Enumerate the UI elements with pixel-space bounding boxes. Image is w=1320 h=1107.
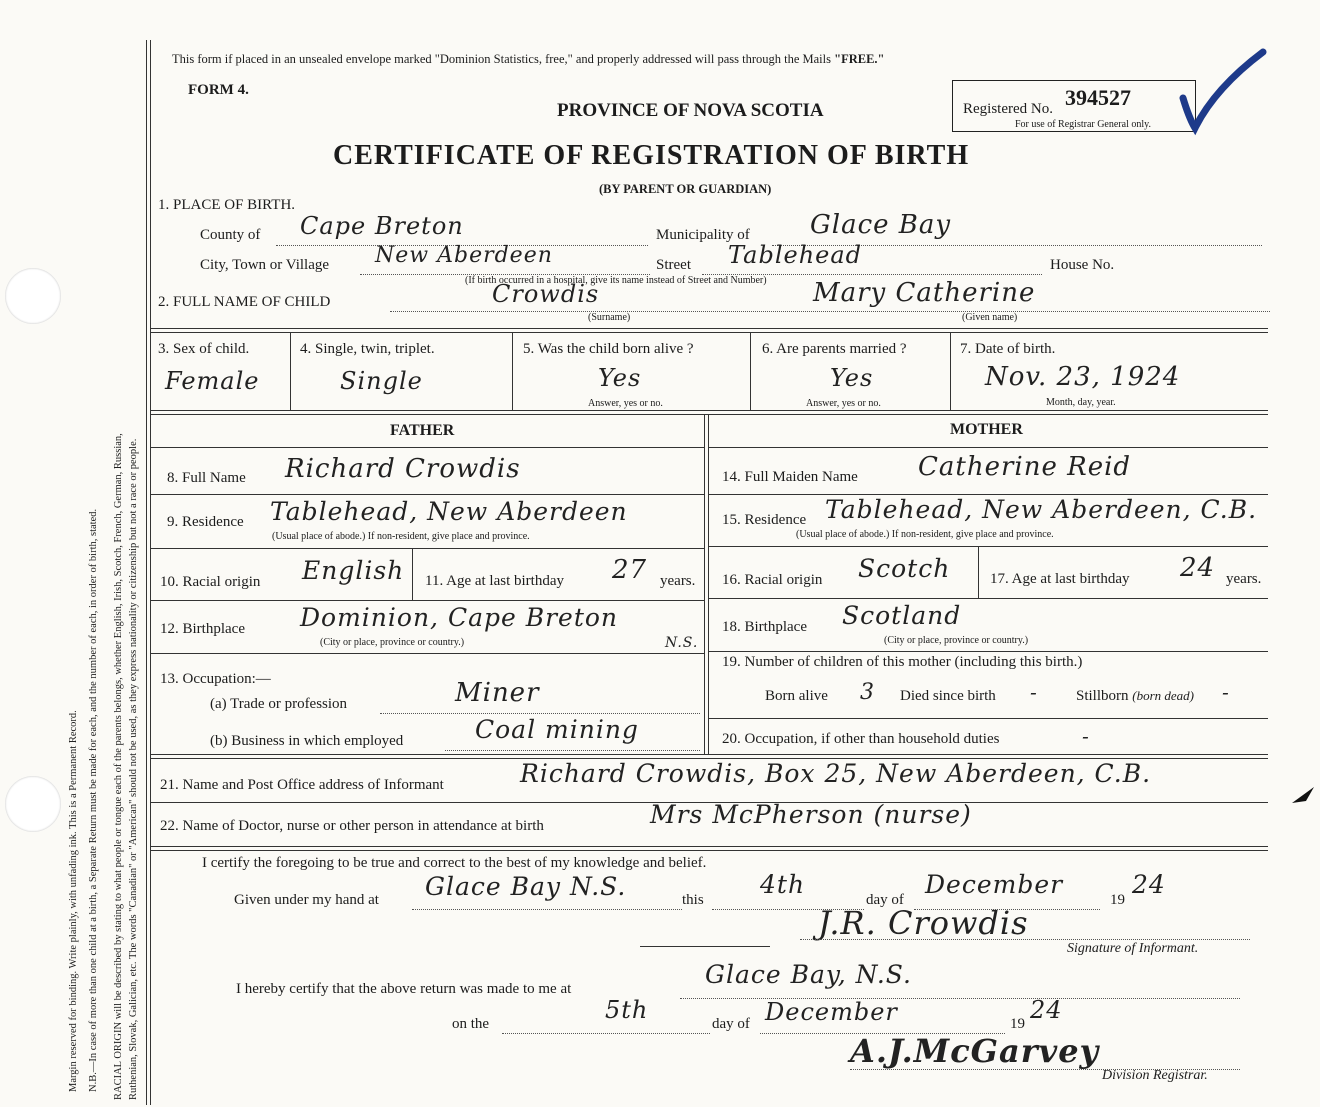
mother-name-label: 14. Full Maiden Name — [722, 469, 858, 485]
rule — [150, 754, 1268, 755]
form-number: FORM 4. — [188, 82, 249, 98]
father-residence-label: 9. Residence — [167, 514, 244, 530]
given-year: 24 — [1132, 870, 1166, 899]
mother-heading: MOTHER — [950, 421, 1023, 438]
registered-box — [952, 80, 1196, 132]
mother-residence-note: (Usual place of abode.) If non-resident, give place and province. — [796, 529, 1054, 540]
mother-racial: Scotch — [858, 554, 951, 583]
rule — [150, 850, 1268, 851]
registrar-year-prefix: 19 — [1010, 1016, 1025, 1032]
mother-residence: Tablehead, New Aberdeen, C.B. — [825, 495, 1258, 524]
child-name-line — [390, 310, 1270, 312]
alive-note: Answer, yes or no. — [588, 398, 663, 409]
stillborn-value: - — [1222, 680, 1230, 704]
registrar-note: For use of Registrar General only. — [1015, 119, 1151, 130]
place-of-birth-label: 1. PLACE OF BIRTH. — [158, 197, 296, 213]
married-label: 6. Are parents married ? — [762, 341, 907, 357]
registrar-day-line — [502, 1032, 710, 1034]
married-value: Yes — [830, 364, 874, 392]
father-racial-label: 10. Racial origin — [160, 574, 261, 590]
surname-note: (Surname) — [588, 312, 631, 323]
single-value: Single — [340, 367, 423, 395]
business-line — [445, 749, 700, 751]
father-years: years. — [660, 573, 696, 589]
single-label: 4. Single, twin, triplet. — [300, 341, 435, 357]
died-value: - — [1030, 680, 1038, 704]
rule — [978, 546, 979, 598]
alive-label: 5. Was the child born alive ? — [523, 341, 694, 357]
father-age-label: 11. Age at last birthday — [425, 573, 564, 589]
father-business: Coal mining — [475, 715, 639, 744]
mail-notice: This form if placed in an unsealed envelope marked "Dominion Statistics, free," and properly addressed will pass through the Mails "FREE." — [172, 52, 885, 66]
father-name-label: 8. Full Name — [167, 470, 246, 486]
rule — [150, 410, 1268, 411]
rule — [150, 328, 1268, 329]
informant-label: 21. Name and Post Office address of Informant — [160, 777, 444, 793]
county-value: Cape Breton — [300, 212, 464, 240]
certificate-title: CERTIFICATE OF REGISTRATION OF BIRTH — [333, 140, 970, 171]
born-alive-label: Born alive — [765, 688, 828, 704]
registrar-place: Glace Bay, N.S. — [705, 960, 912, 989]
margin-border-inner — [150, 40, 151, 1105]
mother-years: years. — [1226, 571, 1262, 587]
trade-line — [380, 712, 700, 714]
rule — [150, 846, 1268, 847]
father-name: Richard Crowdis — [285, 454, 521, 484]
father-birthplace-label: 12. Birthplace — [160, 621, 245, 637]
mother-name: Catherine Reid — [918, 452, 1132, 482]
given-month: December — [925, 870, 1064, 899]
born-alive-value: 3 — [860, 680, 875, 705]
county-label: County of — [200, 227, 261, 243]
given-day: 4th — [760, 870, 806, 899]
registrar-year: 24 — [1030, 996, 1063, 1024]
died-label: Died since birth — [900, 688, 996, 704]
child-surname: Crowdis — [492, 280, 600, 308]
children-label: 19. Number of children of this mother (including this birth.) — [722, 654, 1083, 670]
certificate-subtitle: (BY PARENT OR GUARDIAN) — [599, 182, 772, 196]
street-value: Tablehead — [728, 241, 863, 269]
child-name-label: 2. FULL NAME OF CHILD — [158, 294, 331, 310]
father-trade: Miner — [455, 678, 540, 708]
given-place-line — [412, 908, 682, 910]
certify-statement: I certify the foregoing to be true and correct to the best of my knowledge and belief. — [202, 855, 707, 871]
city-value: New Aberdeen — [375, 243, 553, 268]
house-label: House No. — [1050, 257, 1115, 273]
father-age: 27 — [612, 555, 648, 585]
rule — [704, 414, 705, 754]
city-label: City, Town or Village — [200, 257, 330, 273]
rule — [290, 332, 291, 410]
father-racial: English — [302, 556, 405, 585]
father-birthplace: Dominion, Cape Breton — [300, 603, 619, 632]
mother-residence-label: 15. Residence — [722, 512, 807, 528]
rule — [150, 653, 704, 654]
mother-occupation-label: 20. Occupation, if other than household duties — [722, 731, 1000, 747]
father-residence-note: (Usual place of abode.) If non-resident, give place and province. — [272, 531, 530, 542]
child-given-name: Mary Catherine — [813, 278, 1036, 308]
given-name-note: (Given name) — [962, 312, 1018, 323]
date-label: 7. Date of birth. — [960, 341, 1056, 357]
doctor-value: Mrs McPherson (nurse) — [650, 800, 972, 829]
given-day-of: day of — [866, 892, 904, 908]
rule — [150, 332, 1268, 333]
rule — [412, 548, 413, 600]
rule — [640, 946, 770, 947]
stillborn-label: Stillborn (born dead) — [1076, 688, 1195, 704]
registrar-day-of: day of — [712, 1016, 750, 1032]
arrow-mark-icon — [1290, 785, 1316, 805]
rule — [150, 447, 704, 448]
this-label: this — [682, 892, 704, 908]
rule — [150, 548, 704, 549]
checkmark-icon — [1175, 48, 1270, 138]
punch-hole-top — [5, 268, 61, 324]
signature-line — [800, 938, 1250, 940]
father-residence: Tablehead, New Aberdeen — [270, 497, 628, 526]
alive-value: Yes — [598, 364, 642, 392]
margin-note-binding: Margin reserved for binding. Write plainly, with unfading ink. This is a Permanent Record. — [68, 710, 79, 1092]
sex-value: Female — [165, 367, 260, 395]
given-place: Glace Bay N.S. — [425, 872, 627, 901]
informant-signature: J.R. Crowdis — [818, 904, 1029, 942]
mother-birthplace: Scotland — [842, 601, 962, 630]
rule — [750, 332, 751, 410]
registrar-on-the: on the — [452, 1016, 490, 1032]
registered-number: 394527 — [1065, 85, 1131, 110]
date-note: Month, day, year. — [1046, 397, 1116, 408]
rule — [150, 600, 704, 601]
trade-label: (a) Trade or profession — [210, 696, 348, 712]
business-label: (b) Business in which employed — [210, 733, 404, 749]
registrar-place-line — [680, 997, 1240, 999]
mother-birthplace-label: 18. Birthplace — [722, 619, 807, 635]
sex-label: 3. Sex of child. — [158, 341, 250, 357]
municipality-label: Municipality of — [656, 227, 750, 243]
margin-border — [146, 40, 147, 1105]
father-heading: FATHER — [390, 422, 455, 439]
date-value: Nov. 23, 1924 — [985, 362, 1181, 392]
registrar-signature: A.J.McGarvey — [850, 1032, 1100, 1070]
registrar-month: December — [765, 998, 898, 1026]
mother-age: 24 — [1180, 553, 1216, 583]
registered-label: Registered No. — [963, 101, 1053, 117]
rule — [708, 546, 1268, 547]
margin-note-racial-2: Ruthenian, Slovak, Galician, etc. The words "Canadian" or "American" should not be used, as they express nationality or citizenship but not a race or people. — [128, 438, 139, 1100]
rule — [150, 494, 704, 495]
hospital-note: (If birth occurred in a hospital, give its name instead of Street and Number) — [465, 275, 767, 286]
rule — [708, 718, 1268, 719]
mother-age-label: 17. Age at last birthday — [990, 571, 1130, 587]
mother-racial-label: 16. Racial origin — [722, 572, 823, 588]
rule — [512, 332, 513, 410]
signature-label: Signature of Informant. — [1067, 941, 1199, 956]
registrar-statement: I hereby certify that the above return was made to me at — [236, 981, 572, 997]
doctor-label: 22. Name of Doctor, nurse or other person in attendance at birth — [160, 818, 544, 834]
rule — [708, 651, 1268, 652]
punch-hole-bottom — [5, 776, 61, 832]
mother-occupation: - — [1082, 724, 1090, 748]
province-title: PROVINCE OF NOVA SCOTIA — [557, 100, 824, 121]
rule — [950, 332, 951, 410]
father-birthplace-note: (City or place, province or country.) — [320, 637, 465, 648]
father-birthplace-extra: N.S. — [665, 635, 699, 651]
given-under-label: Given under my hand at — [234, 892, 379, 908]
rule — [708, 447, 1268, 448]
margin-note-racial-1: RACIAL ORIGIN will be described by stating to what people or tongue each of the parents belongs, whether English, Irish, Scotch, French, German, Russian, — [113, 433, 124, 1100]
mother-birthplace-note: (City or place, province or country.) — [884, 635, 1029, 646]
informant-value: Richard Crowdis, Box 25, New Aberdeen, C.B. — [520, 759, 1152, 788]
street-label: Street — [656, 257, 691, 273]
margin-note-multiple: N.B.—In case of more than one child at a birth, a Separate Return must be made for each, and the number of each, in order of birth, stated. — [88, 508, 99, 1092]
rule — [708, 414, 709, 754]
rule — [708, 598, 1268, 599]
father-occupation-label: 13. Occupation:— — [160, 671, 271, 687]
municipality-value: Glace Bay — [810, 210, 952, 240]
registrar-label: Division Registrar. — [1102, 1068, 1208, 1083]
given-year-prefix: 19 — [1110, 892, 1125, 908]
married-note: Answer, yes or no. — [806, 398, 881, 409]
rule — [150, 414, 1268, 415]
registrar-day: 5th — [605, 996, 649, 1024]
